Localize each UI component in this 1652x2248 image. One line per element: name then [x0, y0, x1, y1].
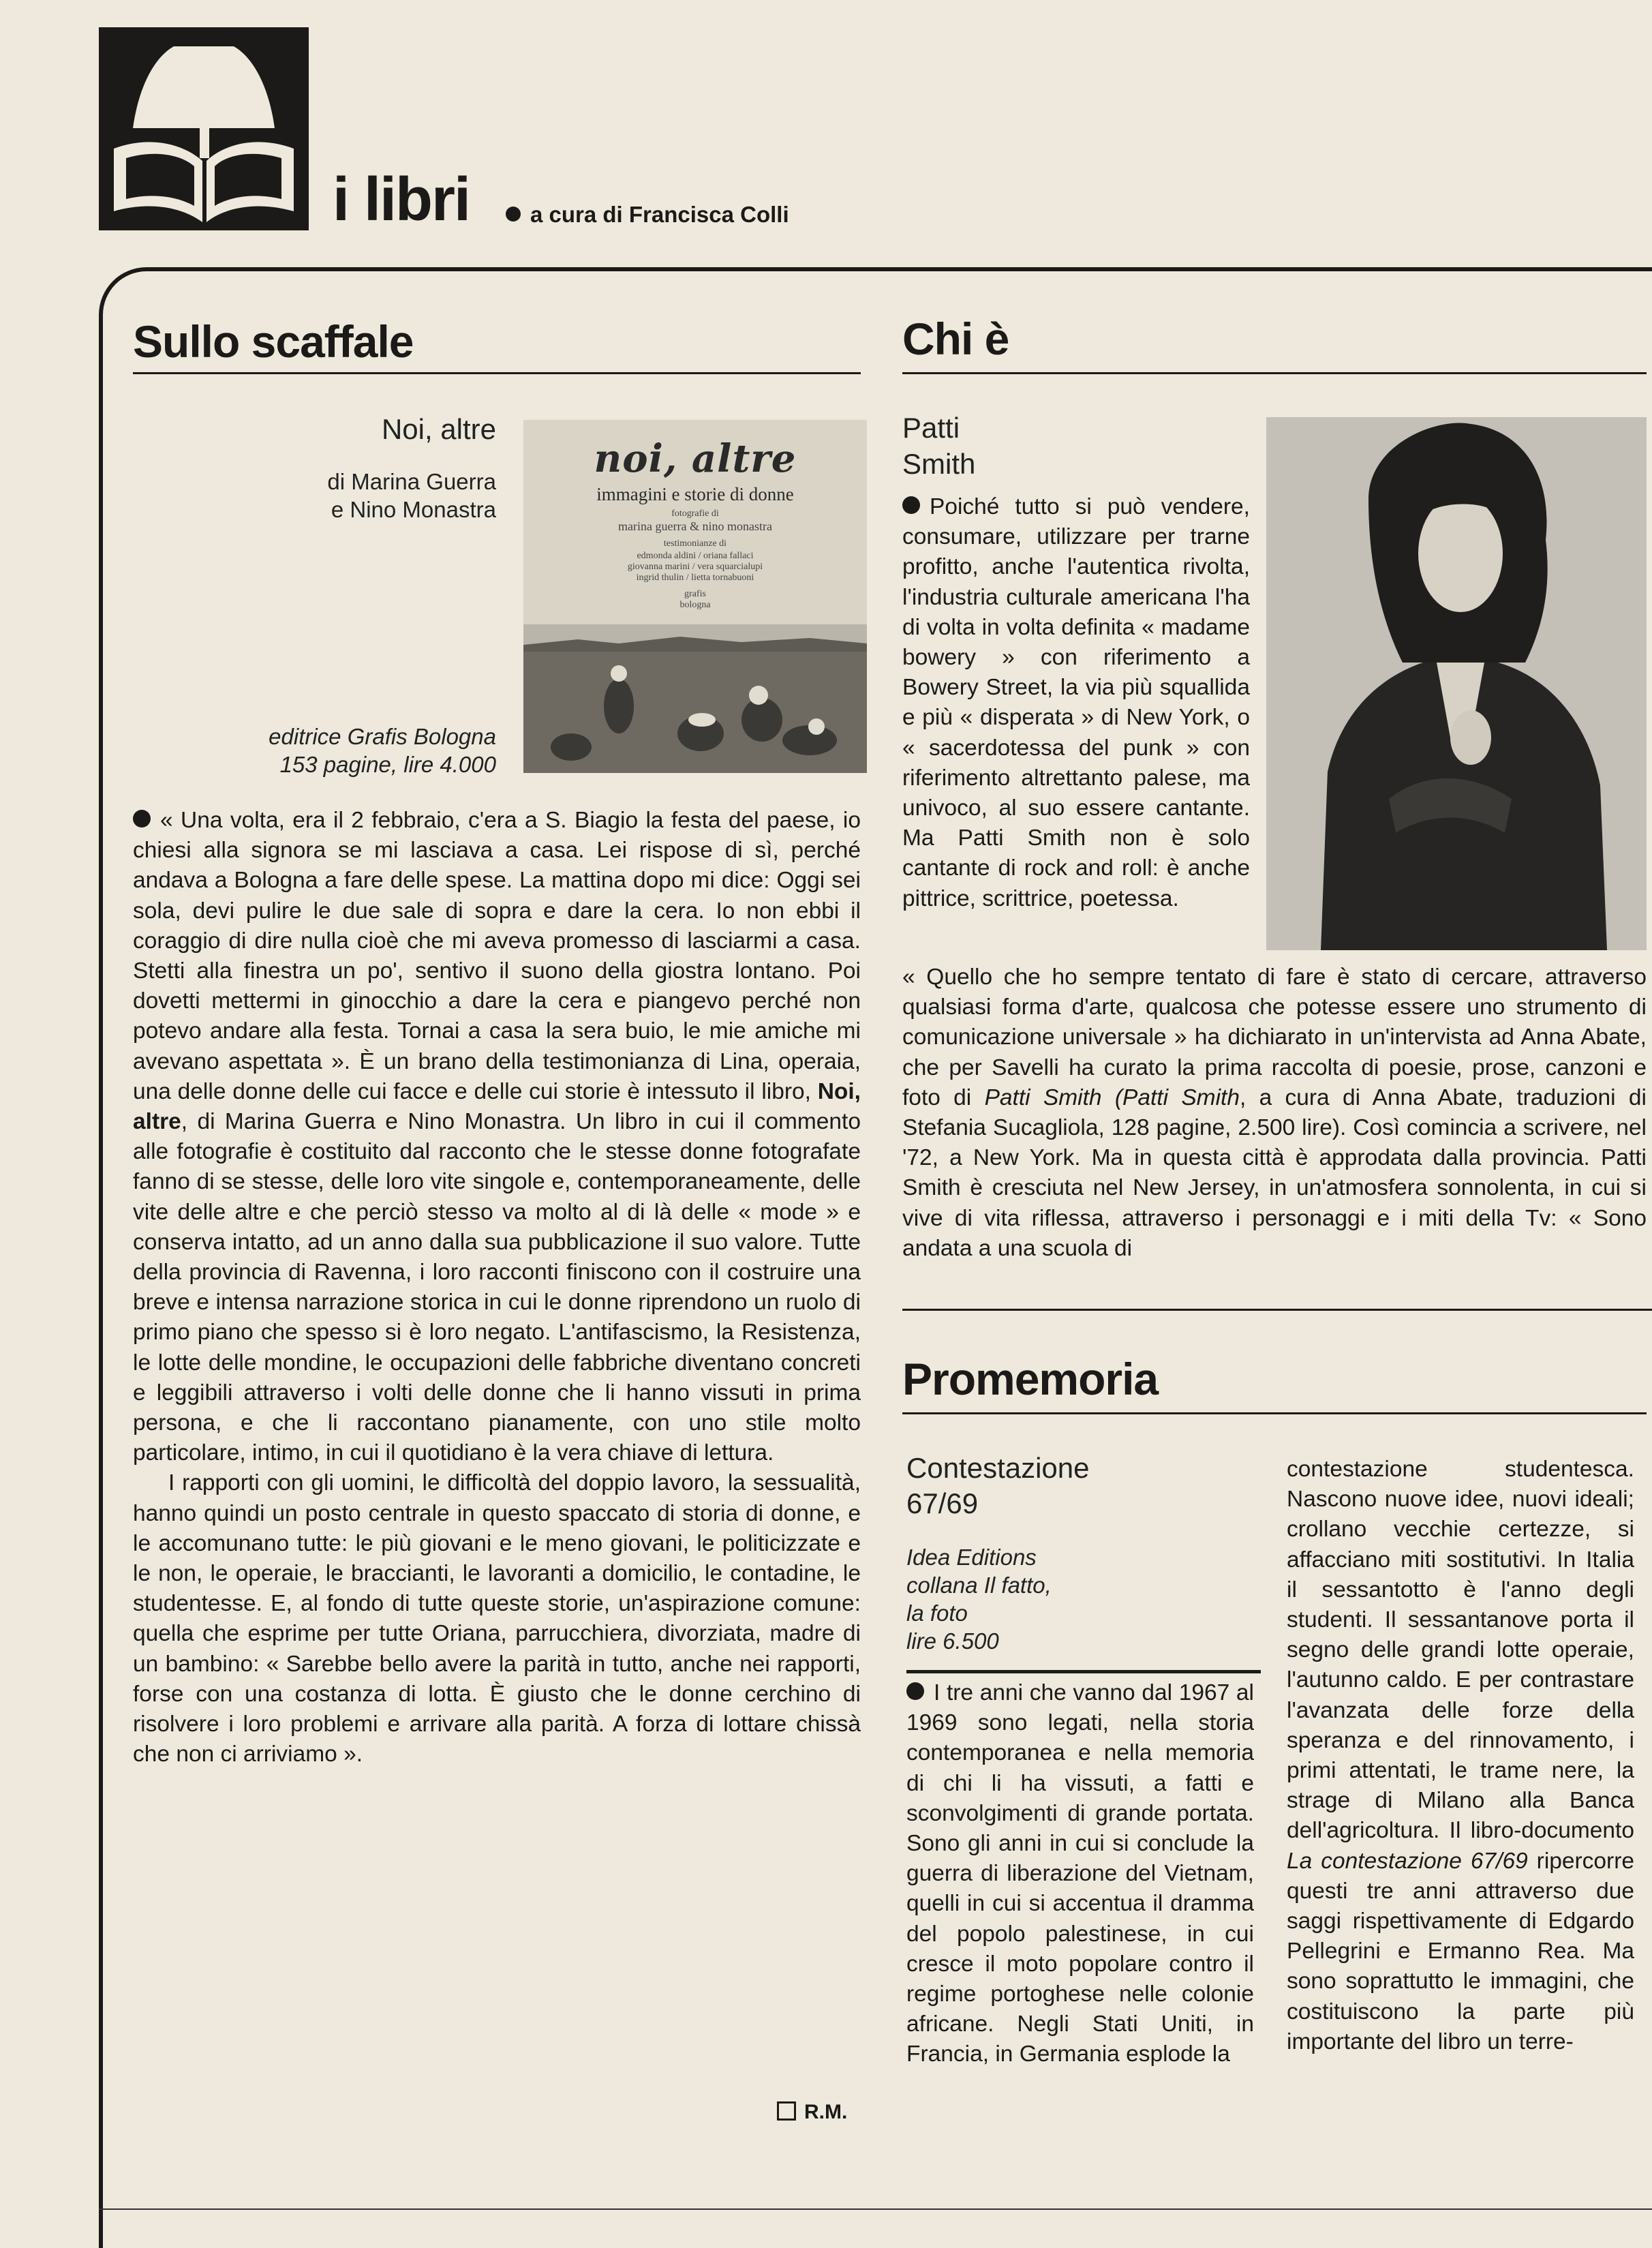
footer-rule [99, 2208, 1652, 2210]
person-name-first: Patti [902, 412, 960, 444]
book-meta-line: la foto [906, 1600, 968, 1626]
section-rule [902, 372, 1647, 374]
cover-line: marina guerra & nino monastra [618, 519, 772, 533]
book-title-inline: La contestazione 67/69 [1287, 1848, 1528, 1874]
book-title-line2: 67/69 [906, 1487, 979, 1519]
section-rule [902, 1412, 1647, 1414]
bullet-icon [133, 810, 151, 827]
person-name-last: Smith [902, 448, 976, 480]
section-title-promemoria: Promemoria [902, 1354, 1159, 1404]
curator-text: a cura di Francisca Colli [530, 202, 789, 227]
cover-line: edmonda aldini / oriana fallaci [637, 551, 754, 561]
book-title: Noi, altre [381, 413, 496, 445]
book-cover-image [523, 420, 867, 773]
section-rule [133, 372, 861, 374]
promemoria-text: I tre anni che vanno dal 1967 al 1969 sono legati, nella storia contemporanea e nella memoria di chi li ha vissuti, a fatti e sconvolgimenti di grande portata. Sono gli anni in cui si conclude la guerra di liberazione del Vietnam, quelli in cui si accentua il dramma del popolo palestinese, in cui cresce il moto popolare contro il regime portoghese nelle colonie africane. Negli Stati Uniti, in Francia, in Germania esplode la [906, 1680, 1254, 2067]
book-details: 153 pagine, lire 4.000 [279, 752, 496, 777]
profile-continued [902, 962, 1647, 1264]
cover-subtitle: immagini e storie di donne [596, 484, 794, 504]
promemoria-col2 [1287, 1455, 1634, 2057]
square-icon [777, 2101, 796, 2121]
profile-text: « Quello che ho sempre tentato di fare è stato di cercare, attraverso qualsiasi forma d'arte, qualcosa che potesse essere uno strumento di comunicazione universale » ha dichiarato in un'intervista ad Anna Abate, che per Savelli ha curato la prima raccolta di poesie, prose, canzoni e foto di [902, 964, 1647, 1110]
curator-credit [506, 203, 789, 226]
divider-rule [902, 1309, 1652, 1311]
patti-smith-photo [1266, 417, 1647, 950]
signature [777, 2101, 847, 2124]
book-title-inline: Patti Smith (Patti Smith [984, 1084, 1240, 1110]
rubric-logo [99, 27, 309, 230]
lamp-book-icon [99, 27, 309, 230]
profile-intro [902, 492, 1250, 914]
book-publisher: editrice Grafis Bologna [269, 724, 496, 749]
cover-line: ingrid thulin / lietta tornabuoni [636, 573, 754, 583]
book-title-inline: Noi, altre [133, 1078, 861, 1135]
cover-line: bologna [679, 600, 711, 610]
cover-title: noi, altre [594, 436, 797, 481]
cover-line: grafis [684, 589, 706, 599]
bullet-icon [906, 1682, 924, 1700]
book-author-1: di Marina Guerra [327, 469, 496, 494]
cover-line: giovanna marini / vera squarcialupi [627, 562, 763, 572]
book-author-2: e Nino Monastra [331, 497, 496, 522]
book-title-line1: Contestazione [906, 1452, 1090, 1484]
book-meta-line: Idea Editions [906, 1545, 1037, 1570]
cover-line: testimonianze di [663, 538, 727, 549]
promemoria-text: ripercorre questi tre anni attraverso due saggi rispettivamente di Edgardo Pellegrini e Ermanno Rea. Ma sono soprattutto le immagini, che costituiscono la parte più importante del libro un terre- [1287, 1848, 1635, 2054]
section-title-chi-e: Chi è [902, 314, 1009, 364]
rubric-title: i libri [333, 166, 470, 234]
cover-field-photo [523, 624, 867, 773]
profile-text: Poiché tutto si può vendere, consumare, utilizzare per trarne profitto, anche l'autentica rivolta, l'industria culturale americana l'ha di volta in volta definita « madame bowery » con riferimento a Bowery Street, la via più squallida e più « disperata » di New York, o « sacerdotessa del punk » con riferimento altrettanto palese, ma univoco, al suo essere cantante. Ma Patti Smith non è solo cantante di rock and roll: è anche pittrice, scrittrice, poetessa. [902, 494, 1250, 911]
portrait-image [1266, 417, 1647, 950]
article-noi-altre [133, 806, 861, 1770]
cover-line: fotografie di [671, 508, 719, 519]
article-text: « Una volta, era il 2 febbraio, c'era a S. Biagio la festa del paese, io chiesi alla signora se mi lasciava a casa. Lei rispose di sì, perché andava a Bologna a fare delle spese. La mattina dopo mi dice: Oggi sei sola, devi pulire le due sale di sopra e dare la cera. Io non ebbi il coraggio di dire nulla cioè che mi aveva promesso di lasciarmi a casa. Stetti alla finestra un po', sentivo il suono della giostra lontano. Poi dovetti mettermi in ginocchio a dare la cera e piangevo perché non potevo andare alla festa. Tornai a casa la sera buio, le mie amiche mi avevano aspettata ». È un brano della testimonianza di Lina, operaia, una delle donne delle cui facce e delle cui storie è intessuto il libro, [133, 808, 861, 1104]
signature-text: R.M. [804, 2101, 848, 2123]
section-title-sullo-scaffale: Sullo scaffale [133, 316, 414, 367]
promemoria-col1 [906, 1678, 1254, 2070]
promemoria-text: contestazione studentesca. Nascono nuove idee, nuovi ideali; crollano vecchie certezze, si affacciano miti sostitutivi. In Italia il sessantotto è l'anno degli studenti. Il sessantanove porta il segno delle grandi lotte operaie, l'autunno caldo. E per contrastare l'avanzata delle forze della speranza e del rinnovamento, i primi attentati, le trame nere, la strage di Milano alla Banca dell'agricoltura. Il libro-documento [1287, 1457, 1634, 1844]
profile-text: , a cura di Anna Abate, traduzioni di Stefania Sucagliola, 128 pagine, 2.500 lire). Così comincia a scrivere, nel '72, a New York. Ma in questa città è approdata dalla provincia. Patti Smith è cresciuta nel New Jersey, in un'atmosfera sonnolenta, in cui si vive di vita riflessa, attraverso i personaggi e i miti della Tv: « Sono andata a una scuola di [902, 1084, 1647, 1261]
article-text: , di Marina Guerra e Nino Monastra. Un libro in cui il commento alle fotografie è costituito dal racconto che le stesse donne fotografate fanno di se stesse, delle loro vite singole e, contemporaneamente, delle vite delle altre e che perciò stesso va molto al di là delle « mode » e conserva intatto, ad un anno dalla sua pubblicazione il suo valore. Tutte della provincia di Ravenna, i loro racconti finiscono con il costruire una breve e intensa narrazione storica in cui le donne riprendono un ruolo di primo piano che spesso si è loro negato. L'antifascismo, la Resistenza, le lotte delle mondine, le occupazioni delle fabbriche diventano concreti e leggibili attraverso i volti delle donne che li hanno vissuti in prima persona, e che li raccontano pianamente, con uno stile molto particolare, intimo, in cui il quotidiano è la vera chiave di lettura. [133, 1109, 861, 1466]
bullet-icon [902, 496, 920, 514]
bullet-icon [506, 207, 521, 222]
article-paragraph: I rapporti con gli uomini, le difficoltà del doppio lavoro, la sessualità, hanno quindi un posto centrale in questo spaccato di storia di donne, e le accomunano tutte: le più giovani e le meno giovani, le politicizzate e le non, le operaie, le braccianti, le lavoranti a domicilio, le contadine, le studentesse. E, al fondo di tutte queste storie, un'aspirazione comune: quella che esprime per tutte Oriana, parrucchiera, divorziata, madre di un bambino: « Sarebbe bello avere la parità in tutto, anche nei rapporti, forse con una costanza di lotta. È giusto che le donne cerchino di risolvere i loro problemi e arrivare alla parità. A forza di lottare chissà che non ci arriviamo ». [133, 1470, 861, 1767]
column-rule [906, 1670, 1261, 1673]
book-meta-line: collana Il fatto, [906, 1573, 1052, 1598]
book-meta-line: lire 6.500 [906, 1628, 999, 1654]
